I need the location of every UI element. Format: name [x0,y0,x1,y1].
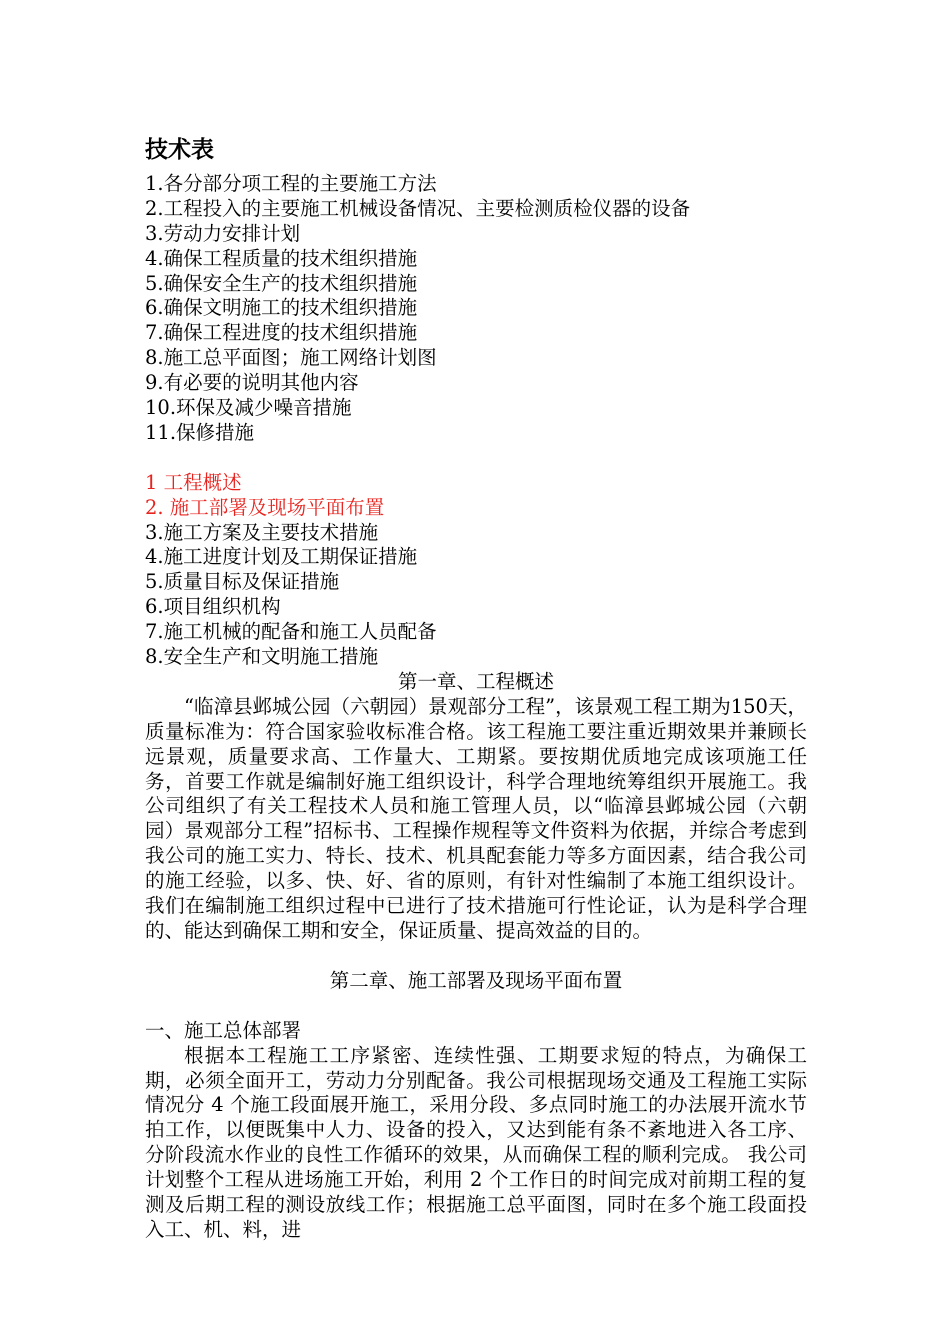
list-item: 1.各分部分项工程的主要施工方法 [145,172,437,195]
list-item: 8.施工总平面图；施工网络计划图 [145,346,437,370]
list-item: 11.保修措施 [145,420,255,444]
list-item: 3.劳动力安排计划 [145,221,301,245]
chapter2-paragraph: 根据本工程施工工序紧密、连续性强、工期要求短的特点，为确保工期，必须全面开工，劳动力分别配备。我公司根据现场交通及工程施工实际情况分 4 个施工段面展开施工，采用分段、多点同时施工的办法展开流水节拍工作，以便既集中人力、设备的投入，又达到能有条不紊地进入各工序、分阶段流水作业的良性工作循环的效果，从而确保工程的顺利完成。 我公司计划整个工程从进场施工开始，利用 2 个工作日的时间完成对前期工程的复测及后期工程的测设放线工作；根据施工总平面图，同时在多个施工段面投入工、机、料，进 [145,1043,807,1241]
list-item: 9.有必要的说明其他内容 [145,371,359,395]
list-item: 4.确保工程质量的技术组织措施 [145,246,418,270]
document-title: 技术表 [145,137,214,163]
spacer [145,994,807,1019]
outline-list [145,471,807,670]
chapter1-paragraph: “临漳县邺城公园（六朝园）景观部分工程”，该景观工程工期为150天，质量标准为：符合国家验收标准合格。该工程施工要注重近期效果并兼顾长远景观，质量要求高、工作量大、工期紧。要按期优质地完成该项施工任务，首要工作就是编制好施工组织设计，科学合理地统筹组织开展施工。我公司组织了有关工程技术人员和施工管理人员，以“临漳县邺城公园（六朝园）景观部分工程”招标书、工程操作规程等文件资料为依据，并综合考虑到我公司的施工实力、特长、技术、机具配套能力等多方面因素，结合我公司的施工经验，以多、快、好、省的原则，有针对性编制了本施工组织设计。我们在编制施工组织过程中已进行了技术措施可行性论证，认为是科学合理的、能达到确保工期和安全，保证质量、提高效益的目的。 [145,694,807,942]
spacer [145,944,807,969]
outline-item: 5.质量目标及保证措施 [145,570,340,594]
document-page [145,132,807,1243]
chapter2-heading: 第二章、施工部署及现场平面布置 [329,968,623,992]
outline-item: 3.施工方案及主要技术措施 [145,520,379,544]
chapter1-heading: 第一章、工程概述 [397,669,554,693]
section-title: 一、施工总体部署 [145,1018,302,1042]
spacer [145,446,807,471]
outline-item: 7.施工机械的配备和施工人员配备 [145,620,437,644]
outline-item-highlighted: 2. 施工部署及现场平面布置 [145,495,385,519]
list-item: 2.工程投入的主要施工机械设备情况、主要检测质检仪器的设备 [145,196,691,220]
list-item: 5.确保安全生产的技术组织措施 [145,271,418,295]
list-item: 10.环保及减少噪音措施 [145,396,352,420]
list-item: 7.确保工程进度的技术组织措施 [145,321,418,345]
outline-item: 8.安全生产和文明施工措施 [145,645,379,669]
outline-item: 4.施工进度计划及工期保证措施 [145,545,418,569]
tech-table-list [145,172,807,446]
outline-item: 6.项目组织机构 [145,595,281,619]
list-item: 6.确保文明施工的技术组织措施 [145,296,418,320]
outline-item-highlighted: 1 工程概述 [145,470,242,494]
